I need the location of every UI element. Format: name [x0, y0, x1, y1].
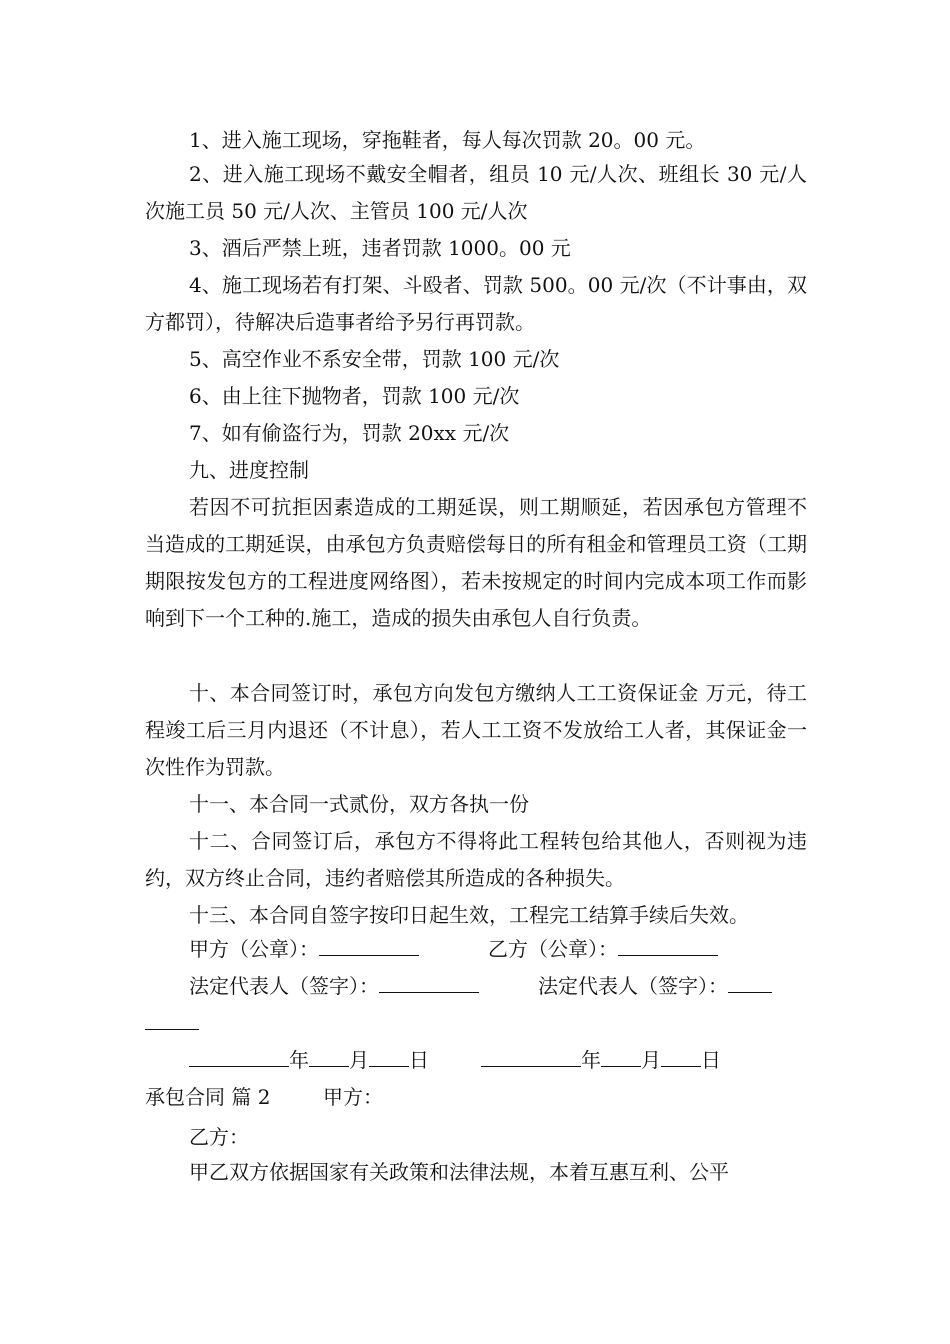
- date-a-line: [189, 1042, 429, 1079]
- rule-2: 2、进入施工现场不戴安全帽者，组员 10 元/人次、班组长 30 元/人次施工员 50 元/人次、主管员 100 元/人次: [145, 162, 807, 223]
- contract-2-intro: 甲乙双方依据国家有关政策和法律法规，本着互惠互利、公平: [189, 1160, 729, 1184]
- section-9-heading: 九、进度控制: [189, 458, 309, 482]
- date-b-year: 年: [581, 1048, 601, 1072]
- date-b-line: [481, 1042, 721, 1079]
- party-b-seal-label: 乙方（公章）：: [488, 937, 618, 961]
- party-a-seal-label: 甲方（公章）：: [189, 937, 319, 961]
- section-9-body: 若因不可抗拒因素造成的工期延误，则工期顺延，若因承包方管理不当造成的工期延误，由承包方负责赔偿每日的所有租金和管理员工资（工期期限按发包方的工程进度网络图），若未按规定的时间内完成本项工作而影响到下一个工种的.施工，造成的损失由承包人自行负责。: [145, 495, 807, 630]
- section-13: 十三、本合同自签字按印日起生效，工程完工结算手续后失效。: [189, 903, 749, 927]
- date-b-day: 日: [701, 1048, 721, 1072]
- section-12: 十二、合同签订后，承包方不得将此工程转包给其他人，否则视为违约，双方终止合同，违约者赔偿其所造成的各种损失。: [145, 829, 807, 890]
- date-b-month: 月: [641, 1048, 661, 1072]
- rep-a-label: 法定代表人（签字）：: [189, 974, 379, 998]
- section-11: 十一、本合同一式贰份，双方各执一份: [189, 792, 529, 816]
- contract-2-party-a: 甲方：: [323, 1085, 383, 1109]
- date-b-month-blank: [601, 1044, 641, 1067]
- party-b-seal-line: [488, 931, 718, 968]
- rule-6: 6、由上往下抛物者，罚款 100 元/次: [189, 384, 520, 408]
- rep-b-label: 法定代表人（签字）：: [538, 974, 728, 998]
- date-b-year-blank: [481, 1044, 581, 1067]
- rule-1-text: 1、进入施工现场，穿拖鞋者，每人每次罚款 20。00 元。: [189, 128, 706, 152]
- rule-5: 5、高空作业不系安全带，罚款 100 元/次: [189, 347, 560, 371]
- rep-a-blank: [379, 970, 479, 993]
- rep-b-line: [538, 968, 772, 1005]
- contract-2-title: 承包合同 篇 2: [145, 1085, 271, 1109]
- rule-7: 7、如有偷盗行为，罚款 20xx 元/次: [189, 421, 510, 445]
- rule-1: [145, 122, 807, 159]
- party-a-seal-blank: [319, 933, 419, 956]
- rule-4: 4、施工现场若有打架、斗殴者、罚款 500。00 元/次（不计事由，双方都罚），待解决后造事者给予另行再罚款。: [145, 273, 807, 334]
- date-b-day-blank: [661, 1044, 701, 1067]
- date-a-month-blank: [309, 1044, 349, 1067]
- party-a-seal-line: [189, 931, 419, 968]
- rep-b-blank: [728, 970, 772, 993]
- section-10: 十、本合同签订时，承包方向发包方缴纳人工工资保证金 万元，待工程竣工后三月内退还（不计息），若人工工资不发放给工人者，其保证金一次性作为罚款。: [145, 681, 807, 779]
- date-a-day-blank: [369, 1044, 409, 1067]
- rep-b-blank-continued: [145, 1005, 199, 1042]
- date-a-year-blank: [189, 1044, 289, 1067]
- date-a-year: 年: [289, 1048, 309, 1072]
- date-a-day: 日: [409, 1048, 429, 1072]
- rule-3: 3、酒后严禁上班，违者罚款 1000。00 元: [189, 236, 571, 260]
- contract-2-party-b: 乙方：: [189, 1125, 249, 1149]
- rep-b-blank-wrap: [145, 1007, 199, 1030]
- date-a-month: 月: [349, 1048, 369, 1072]
- rep-a-line: [189, 968, 479, 1005]
- party-b-seal-blank: [618, 933, 718, 956]
